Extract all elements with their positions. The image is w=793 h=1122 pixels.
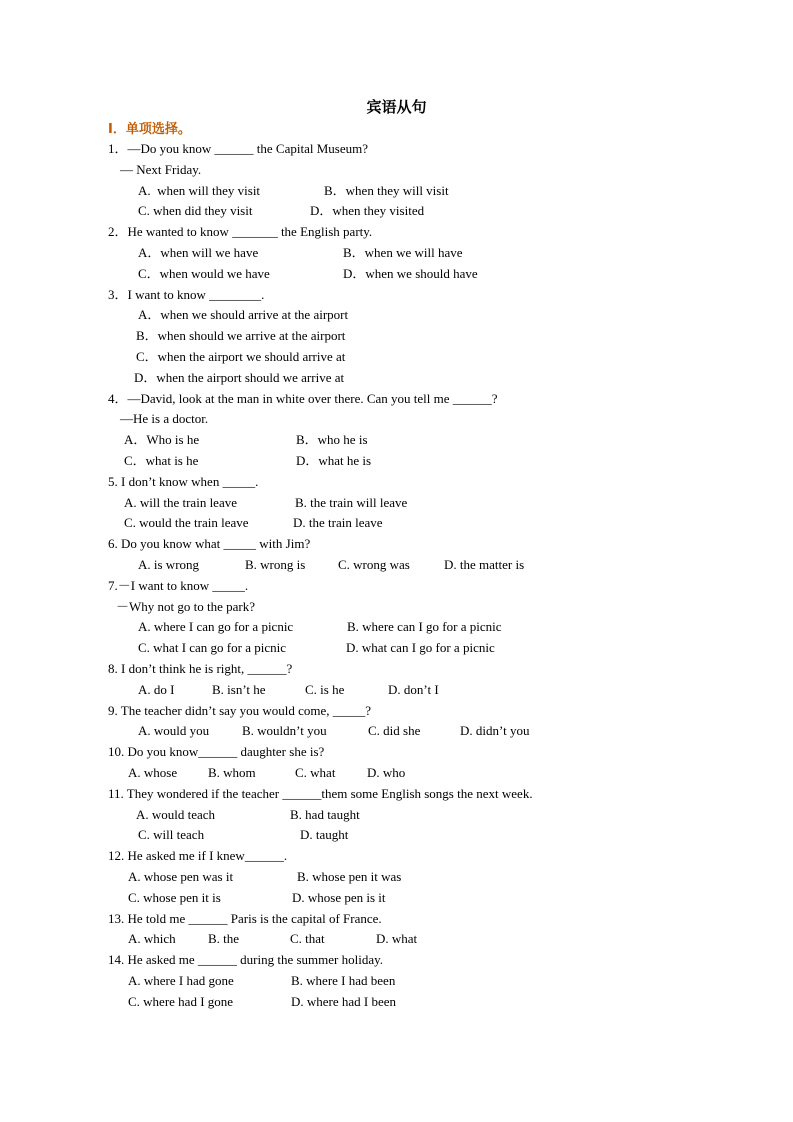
question-4-reply: —He is a doctor. (120, 411, 209, 426)
question-11-option-d: D. taught (300, 827, 349, 842)
question-3-option-d: D．when the airport should we arrive at (134, 370, 345, 385)
question-10-option-a: A. whose (128, 765, 178, 780)
question-5-stem: 5. I don’t know when _____. (108, 474, 259, 489)
question-14-option-a: A. where I had gone (128, 973, 234, 988)
question-6-option-c: C. wrong was (338, 557, 410, 572)
question-13-stem: 13. He told me ______ Paris is the capital of France. (108, 911, 382, 926)
question-11-stem: 11. They wondered if the teacher ______them some English songs the next week. (108, 786, 533, 801)
question-10-option-b: B. whom (208, 765, 256, 780)
question-12-option-c: C. whose pen it is (128, 890, 221, 905)
question-7-option-b: B. where can I go for a picnic (347, 619, 502, 634)
section-heading: I．单项选择。 (108, 122, 191, 137)
question-1-stem: 1．—Do you know ______ the Capital Museum? (108, 141, 368, 156)
question-11-option-c: C. will teach (138, 827, 205, 842)
question-3-option-c: C．when the airport we should arrive at (136, 349, 346, 364)
question-6-option-b: B. wrong is (245, 557, 306, 572)
question-7-option-d: D. what can I go for a picnic (346, 640, 495, 655)
question-1-option-a: A. when will they visit (138, 183, 261, 198)
question-9-stem: 9. The teacher didn’t say you would come, _____? (108, 703, 372, 718)
question-14-option-c: C. where had I gone (128, 994, 234, 1009)
question-8-option-b: B. isn’t he (212, 682, 266, 697)
question-2-option-a: A．when will we have (138, 245, 259, 260)
question-8-option-d: D. don’t I (388, 682, 439, 697)
question-3-stem: 3．I want to know ________. (108, 287, 265, 302)
question-6-option-d: D. the matter is (444, 557, 525, 572)
question-5-option-d: D. the train leave (293, 515, 383, 530)
question-6-stem: 6. Do you know what _____ with Jim? (108, 536, 311, 551)
question-2-option-c: C．when would we have (138, 266, 270, 281)
question-7-option-a: A. where I can go for a picnic (138, 619, 294, 634)
question-13-option-a: A. which (128, 931, 176, 946)
question-1-option-b: B．when they will visit (324, 183, 449, 198)
question-4-option-b: B．who he is (296, 432, 368, 447)
question-6-option-a: A. is wrong (138, 557, 200, 572)
question-4-option-d: D．what he is (296, 453, 372, 468)
question-2-option-d: D．when we should have (343, 266, 478, 281)
question-7-stem: 7.－I want to know _____. (108, 578, 249, 593)
question-13-option-d: D. what (376, 931, 418, 946)
question-12-option-d: D. whose pen is it (292, 890, 386, 905)
question-7-option-c: C. what I can go for a picnic (138, 640, 287, 655)
question-12-option-a: A. whose pen was it (128, 869, 234, 884)
question-10-option-c: C. what (295, 765, 336, 780)
question-2-stem: 2．He wanted to know _______ the English party. (108, 224, 373, 239)
question-4-stem: 4．—David, look at the man in white over there. Can you tell me ______? (108, 391, 498, 406)
question-13-option-b: B. the (208, 931, 240, 946)
question-10-option-d: D. who (367, 765, 406, 780)
question-11-option-b: B. had taught (290, 807, 360, 822)
question-5-option-b: B. the train will leave (295, 495, 408, 510)
question-3-option-a: A．when we should arrive at the airport (138, 307, 349, 322)
page-title: 宾语从句 (366, 98, 427, 116)
question-1-option-c: C. when did they visit (138, 203, 253, 218)
question-8-stem: 8. I don’t think he is right, ______? (108, 661, 293, 676)
question-3-option-b: B．when should we arrive at the airport (136, 328, 346, 343)
question-8-option-a: A. do I (138, 682, 175, 697)
question-14-option-b: B. where I had been (291, 973, 396, 988)
question-9-option-b: B. wouldn’t you (242, 723, 327, 738)
question-5-option-a: A. will the train leave (124, 495, 237, 510)
question-11-option-a: A. would teach (136, 807, 216, 822)
question-1-option-d: D．when they visited (310, 203, 425, 218)
question-9-option-c: C. did she (368, 723, 421, 738)
question-9-option-a: A. would you (138, 723, 210, 738)
question-7-reply: －Why not go to the park? (116, 599, 255, 614)
question-2-option-b: B．when we will have (343, 245, 463, 260)
question-1-reply: — Next Friday. (120, 162, 202, 177)
question-12-stem: 12. He asked me if I knew______. (108, 848, 288, 863)
question-14-option-d: D. where had I been (291, 994, 397, 1009)
question-14-stem: 14. He asked me ______ during the summer holiday. (108, 952, 383, 967)
question-12-option-b: B. whose pen it was (297, 869, 402, 884)
question-4-option-a: A．Who is he (124, 432, 200, 447)
question-10-stem: 10. Do you know______ daughter she is? (108, 744, 325, 759)
question-5-option-c: C. would the train leave (124, 515, 249, 530)
question-8-option-c: C. is he (305, 682, 345, 697)
question-4-option-c: C．what is he (124, 453, 199, 468)
question-9-option-d: D. didn’t you (460, 723, 530, 738)
question-13-option-c: C. that (290, 931, 325, 946)
